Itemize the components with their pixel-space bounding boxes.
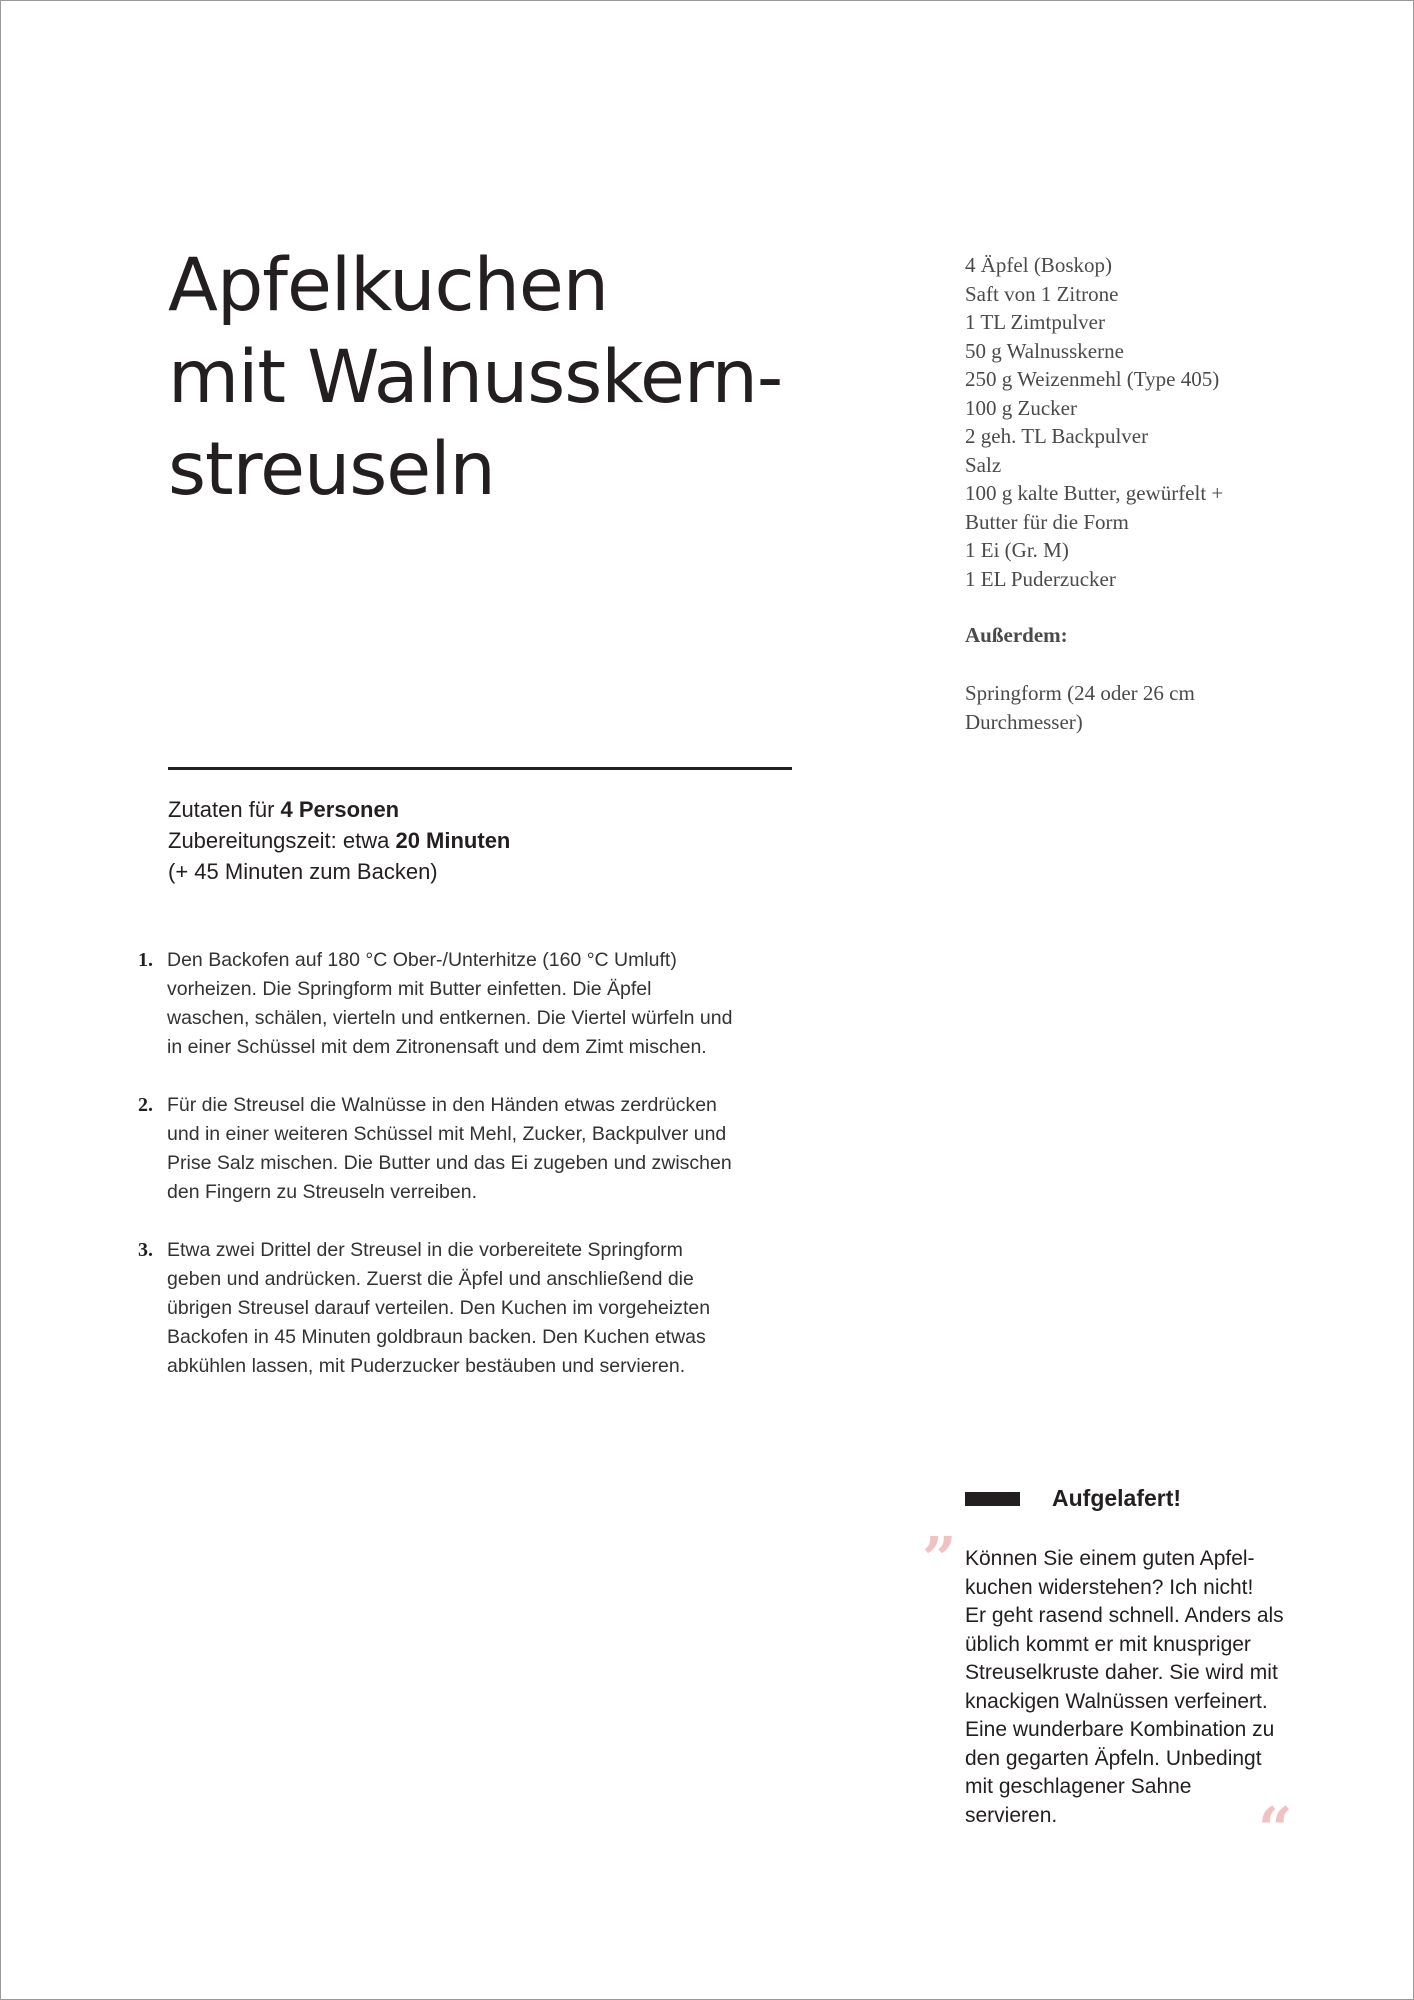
ingredient-item: Saft von 1 Zitrone (965, 281, 1119, 306)
aside-line: mit geschlagener Sahne (965, 1775, 1192, 1798)
bake-time-note: (+ 45 Minuten zum Backen) (168, 859, 438, 884)
prep-time-label: Zubereitungszeit: etwa (168, 828, 396, 853)
ingredient-item: 250 g Weizenmehl (Type 405) (965, 367, 1220, 391)
ingredient-item: 50 g Walnusskerne (965, 338, 1124, 363)
step-number: 1. (138, 949, 153, 971)
servings-label: Zutaten für (168, 797, 281, 822)
aside-line: üblich kommt er mit knuspriger (965, 1632, 1251, 1656)
extra-equipment-line: Durchmesser) (965, 709, 1083, 734)
instruction-step-2 (138, 1091, 798, 1207)
ingredient-item: 1 TL Zimtpulver (965, 310, 1105, 334)
prep-time-value: 20 Minuten (395, 828, 511, 853)
step-line: in einer Schüssel mit dem Zitronensaft und dem Zimt mischen. (167, 1036, 707, 1058)
ingredient-item: 2 geh. TL Backpulver (965, 424, 1149, 448)
step-line: übrigen Streusel darauf verteilen. Den Kuchen im vorgeheizten (167, 1297, 711, 1319)
step-line: Den Backofen auf 180 °C Ober-/Unterhitze (160 °C Umluft) (167, 949, 677, 971)
ingredient-item: 4 Äpfel (Boskop) (965, 253, 1112, 277)
instruction-steps (138, 946, 798, 1410)
recipe-title (168, 240, 808, 516)
instruction-step-3 (138, 1236, 798, 1381)
extra-equipment-line: Springform (24 oder 26 cm (965, 681, 1195, 705)
servings-value: 4 Personen (280, 797, 400, 822)
instruction-step-1 (138, 946, 798, 1062)
step-line: geben und andrücken. Zuerst die Äpfel und anschließend die (167, 1268, 694, 1290)
step-line: Prise Salz mischen. Die Butter und das Ei zugeben und zwischen (167, 1152, 732, 1174)
step-number: 3. (138, 1239, 153, 1261)
aside-line: servieren. (965, 1803, 1058, 1827)
aside-line: Können Sie einem guten Apfel- (965, 1547, 1255, 1570)
step-line: und in einer weiteren Schüssel mit Mehl, Zucker, Backpulver und (167, 1123, 727, 1145)
prep-time-line (168, 825, 768, 856)
aside-quote-text (965, 1545, 1315, 1830)
aside-line: den gegarten Äpfeln. Unbedingt (965, 1746, 1262, 1770)
step-text (167, 946, 792, 1062)
quote-open-icon: ” (922, 1525, 957, 1595)
ingredient-item: 100 g Zucker (965, 395, 1077, 420)
step-line: Backofen in 45 Minuten goldbraun backen. Den Kuchen etwas (167, 1326, 706, 1348)
step-text (167, 1091, 792, 1207)
aside-title: Aufgelafert! (1052, 1485, 1182, 1511)
ingredient-item: 100 g kalte Butter, gewürfelt + (965, 481, 1224, 505)
ingredient-item: Butter für die Form (965, 509, 1129, 534)
title-line-3: streuseln (168, 427, 495, 512)
step-line: Etwa zwei Drittel der Streusel in die vorbereitete Springform (167, 1239, 683, 1261)
ingredient-item: Salz (965, 452, 1002, 477)
step-line: abkühlen lassen, mit Puderzucker bestäuben und servieren. (167, 1355, 686, 1377)
servings-line (168, 794, 768, 825)
quote-close-icon: “ (1258, 1795, 1293, 1865)
section-divider (168, 767, 792, 770)
extra-equipment-heading: Außerdem: (965, 623, 1068, 647)
aside-line: Streuselkruste daher. Sie wird mit (965, 1661, 1278, 1684)
aside-line: Er geht rasend schnell. Anders als (965, 1604, 1284, 1627)
step-line: Für die Streusel die Walnüsse in den Händen etwas zerdrücken (167, 1094, 717, 1116)
step-text (167, 1236, 792, 1381)
title-line-1: Apfelkuchen (168, 243, 609, 328)
ingredient-item: 1 EL Puderzucker (965, 566, 1116, 591)
step-line: waschen, schälen, vierteln und entkernen. Die Viertel würfeln und (167, 1007, 733, 1029)
aside-line: knackigen Walnüssen verfeinert. (965, 1689, 1268, 1713)
aside-line: kuchen widerstehen? Ich nicht! (965, 1575, 1254, 1599)
title-line-2: mit Walnusskern- (168, 335, 783, 420)
step-number: 2. (138, 1094, 153, 1116)
aside-accent-bar (965, 1492, 1020, 1506)
ingredients-list (965, 251, 1325, 593)
extra-equipment-text (965, 679, 1265, 736)
step-line: vorheizen. Die Springform mit Butter einfetten. Die Äpfel (167, 978, 652, 1000)
step-line: den Fingern zu Streuseln verreiben. (167, 1181, 478, 1203)
aside-line: Eine wunderbare Kombination zu (965, 1718, 1275, 1741)
recipe-meta (168, 794, 768, 887)
ingredient-item: 1 Ei (Gr. M) (965, 538, 1069, 562)
